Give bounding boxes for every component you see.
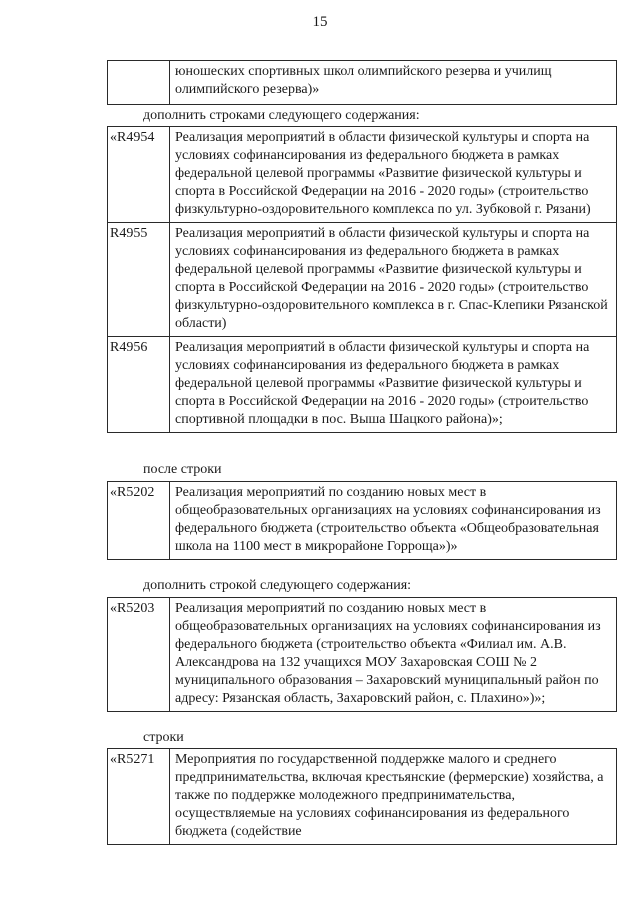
description-cell: Реализация мероприятий по созданию новых мест в общеобразовательных организациях на условиях софинансирования из федерального бюджета (строительство объекта «Общеобразовательная школа на 1100 мест в микрорайоне Горроща»)» [170,482,617,560]
code-cell: R4955 [108,223,170,337]
code-table-added-rows [107,126,617,433]
code-table-reference-row [107,481,617,560]
code-table [107,60,617,105]
instruction-text: дополнить строкой следующего содержания: [143,578,412,593]
description-cell: Реализация мероприятий в области физической культуры и спорта на условиях софинансирования из федерального бюджета в рамках федеральной целевой программы «Развитие физической культуры и спорта в Российской Федерации на 2016 - 2020 годы» (строительство физкультурно-оздоровительного комплекса в г. Спас-Клепики Рязанской области) [170,223,617,337]
code-cell: «R4954 [108,127,170,223]
table-row [108,223,617,337]
code-table [107,126,617,433]
code-cell: R4956 [108,337,170,433]
description-cell: Реализация мероприятий по созданию новых мест в общеобразовательных организациях на условиях софинансирования из федерального бюджета (строительство объекта «Филиал им. А.В. Александрова на 132 учащихся МОУ Захаровская СОШ № 2 муниципального образования – Захаровский муниципальный район по адресу: Рязанская область, Захаровский район, с. Плахино»)»; [170,598,617,712]
instruction-text: дополнить строками следующего содержания: [143,108,420,123]
code-table-continuation [107,60,617,105]
code-table-final-row [107,748,617,845]
code-table [107,748,617,845]
code-cell: «R5203 [108,598,170,712]
description-cell: Реализация мероприятий в области физической культуры и спорта на условиях софинансирования из федерального бюджета в рамках федеральной целевой программы «Развитие физической культуры и спорта в Российской Федерации на 2016 - 2020 годы» (строительство спортивной площадки в пос. Выша Шацкого района)»; [170,337,617,433]
table-row [108,337,617,433]
page-number: 15 [312,14,328,30]
code-table [107,481,617,560]
description-cell: юношеских спортивных школ олимпийского резерва и училищ олимпийского резерва)» [170,61,617,105]
instruction-text: после строки [143,462,222,477]
table-row [108,61,617,105]
table-row [108,598,617,712]
code-cell: «R5271 [108,749,170,845]
table-row [108,482,617,560]
table-row [108,127,617,223]
table-row [108,749,617,845]
code-cell [108,61,170,105]
code-table-added-row [107,597,617,712]
code-cell: «R5202 [108,482,170,560]
description-cell: Реализация мероприятий в области физической культуры и спорта на условиях софинансирования из федерального бюджета в рамках федеральной целевой программы «Развитие физической культуры и спорта в Российской Федерации на 2016 - 2020 годы» (строительство физкультурно-оздоровительного комплекса по ул. Зубковой г. Рязани) [170,127,617,223]
code-table [107,597,617,712]
instruction-text: строки [143,730,184,745]
description-cell: Мероприятия по государственной поддержке малого и среднего предпринимательства, включая крестьянские (фермерские) хозяйства, а также по поддержке молодежного предпринимательства, осуществляемые на условиях софинансирования из федерального бюджета (содействие [170,749,617,845]
